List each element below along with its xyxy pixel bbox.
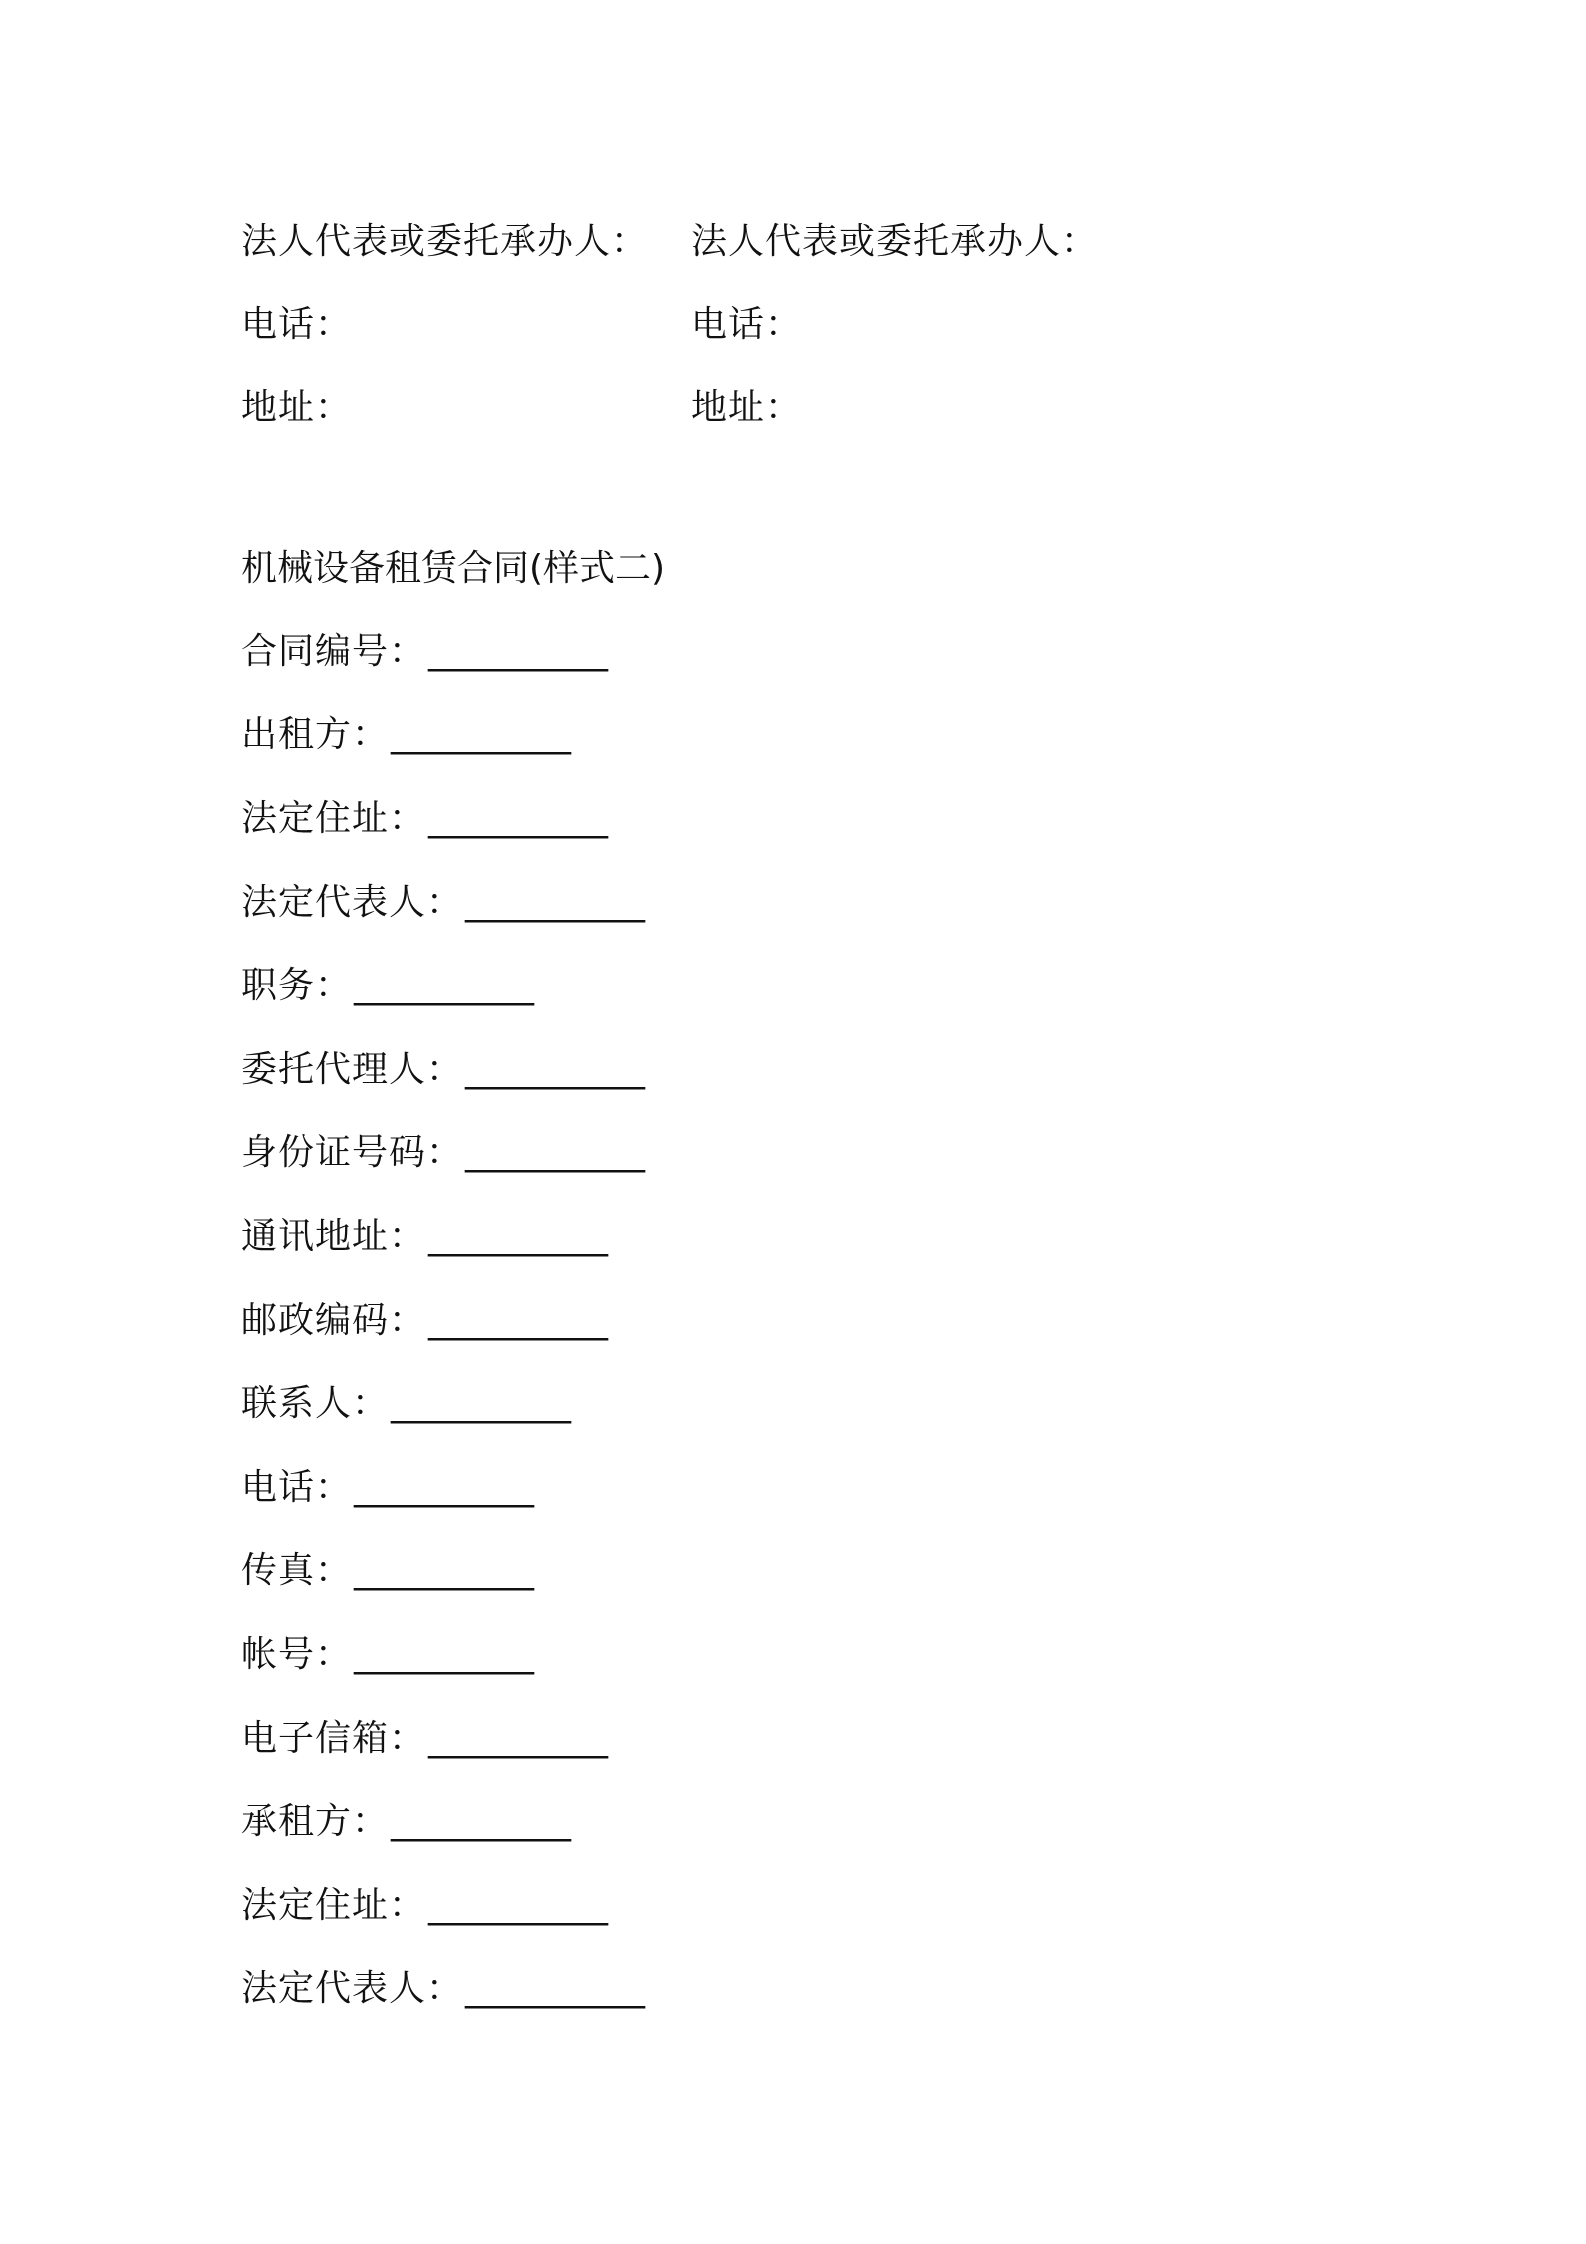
field-blank: __________ xyxy=(428,1215,609,1257)
contract-field-list xyxy=(241,610,1341,2031)
signature-row-phone xyxy=(241,283,1141,366)
field-blank: __________ xyxy=(465,1968,646,2010)
signature-block xyxy=(241,200,1141,449)
field-label: 职务： xyxy=(241,965,353,1007)
field-label: 电子信箱： xyxy=(241,1717,427,1759)
field-fax xyxy=(241,1530,1341,1614)
field-blank: __________ xyxy=(428,1299,609,1341)
party-b-address-label: 地址： xyxy=(691,386,803,428)
field-blank: __________ xyxy=(391,1801,572,1843)
field-label: 委托代理人： xyxy=(241,1048,464,1090)
field-contract-number xyxy=(241,610,1341,694)
contract-section xyxy=(241,527,1341,2031)
field-label: 通讯地址： xyxy=(241,1215,427,1257)
party-a-address-label: 地址： xyxy=(241,386,353,428)
field-blank: __________ xyxy=(354,1550,535,1592)
field-id-number xyxy=(241,1112,1341,1196)
field-blank: __________ xyxy=(428,1884,609,1926)
field-blank: __________ xyxy=(391,714,572,756)
signature-row-representative xyxy=(241,200,1141,283)
field-mailing-address xyxy=(241,1195,1341,1279)
party-b-phone-label: 电话： xyxy=(691,303,803,345)
field-label: 合同编号： xyxy=(241,630,427,672)
signature-row-address xyxy=(241,366,1141,449)
party-a-phone-label: 电话： xyxy=(241,303,353,345)
field-blank: __________ xyxy=(465,1132,646,1174)
field-blank: __________ xyxy=(428,797,609,839)
field-postal-code xyxy=(241,1279,1341,1363)
field-label: 承租方： xyxy=(241,1801,390,1843)
field-email xyxy=(241,1697,1341,1781)
field-blank: __________ xyxy=(465,1048,646,1090)
field-blank: __________ xyxy=(391,1383,572,1425)
contract-title: 机械设备租赁合同(样式二) xyxy=(241,547,666,589)
field-phone xyxy=(241,1446,1341,1530)
field-contact-person xyxy=(241,1362,1341,1446)
field-lessor xyxy=(241,694,1341,778)
field-lessor-legal-address xyxy=(241,777,1341,861)
field-label: 法定住址： xyxy=(241,797,427,839)
field-lessee-legal-representative xyxy=(241,1948,1341,2032)
party-a-representative-label: 法人代表或委托承办人： xyxy=(241,220,649,262)
field-blank: __________ xyxy=(354,1466,535,1508)
field-label: 传真： xyxy=(241,1550,353,1592)
field-label: 帐号： xyxy=(241,1633,353,1675)
field-label: 出租方： xyxy=(241,714,390,756)
field-authorized-agent xyxy=(241,1028,1341,1112)
field-blank: __________ xyxy=(354,965,535,1007)
field-position xyxy=(241,944,1341,1028)
field-lessor-legal-representative xyxy=(241,861,1341,945)
field-blank: __________ xyxy=(428,630,609,672)
field-label: 法定代表人： xyxy=(241,881,464,923)
field-label: 邮政编码： xyxy=(241,1299,427,1341)
field-label: 联系人： xyxy=(241,1383,390,1425)
field-label: 法定住址： xyxy=(241,1884,427,1926)
field-label: 法定代表人： xyxy=(241,1968,464,2010)
field-account-number xyxy=(241,1613,1341,1697)
field-blank: __________ xyxy=(465,881,646,923)
field-lessee xyxy=(241,1780,1341,1864)
field-label: 电话： xyxy=(241,1466,353,1508)
field-blank: __________ xyxy=(354,1633,535,1675)
field-blank: __________ xyxy=(428,1717,609,1759)
party-b-representative-label: 法人代表或委托承办人： xyxy=(691,220,1099,262)
field-label: 身份证号码： xyxy=(241,1132,464,1174)
field-lessee-legal-address xyxy=(241,1864,1341,1948)
